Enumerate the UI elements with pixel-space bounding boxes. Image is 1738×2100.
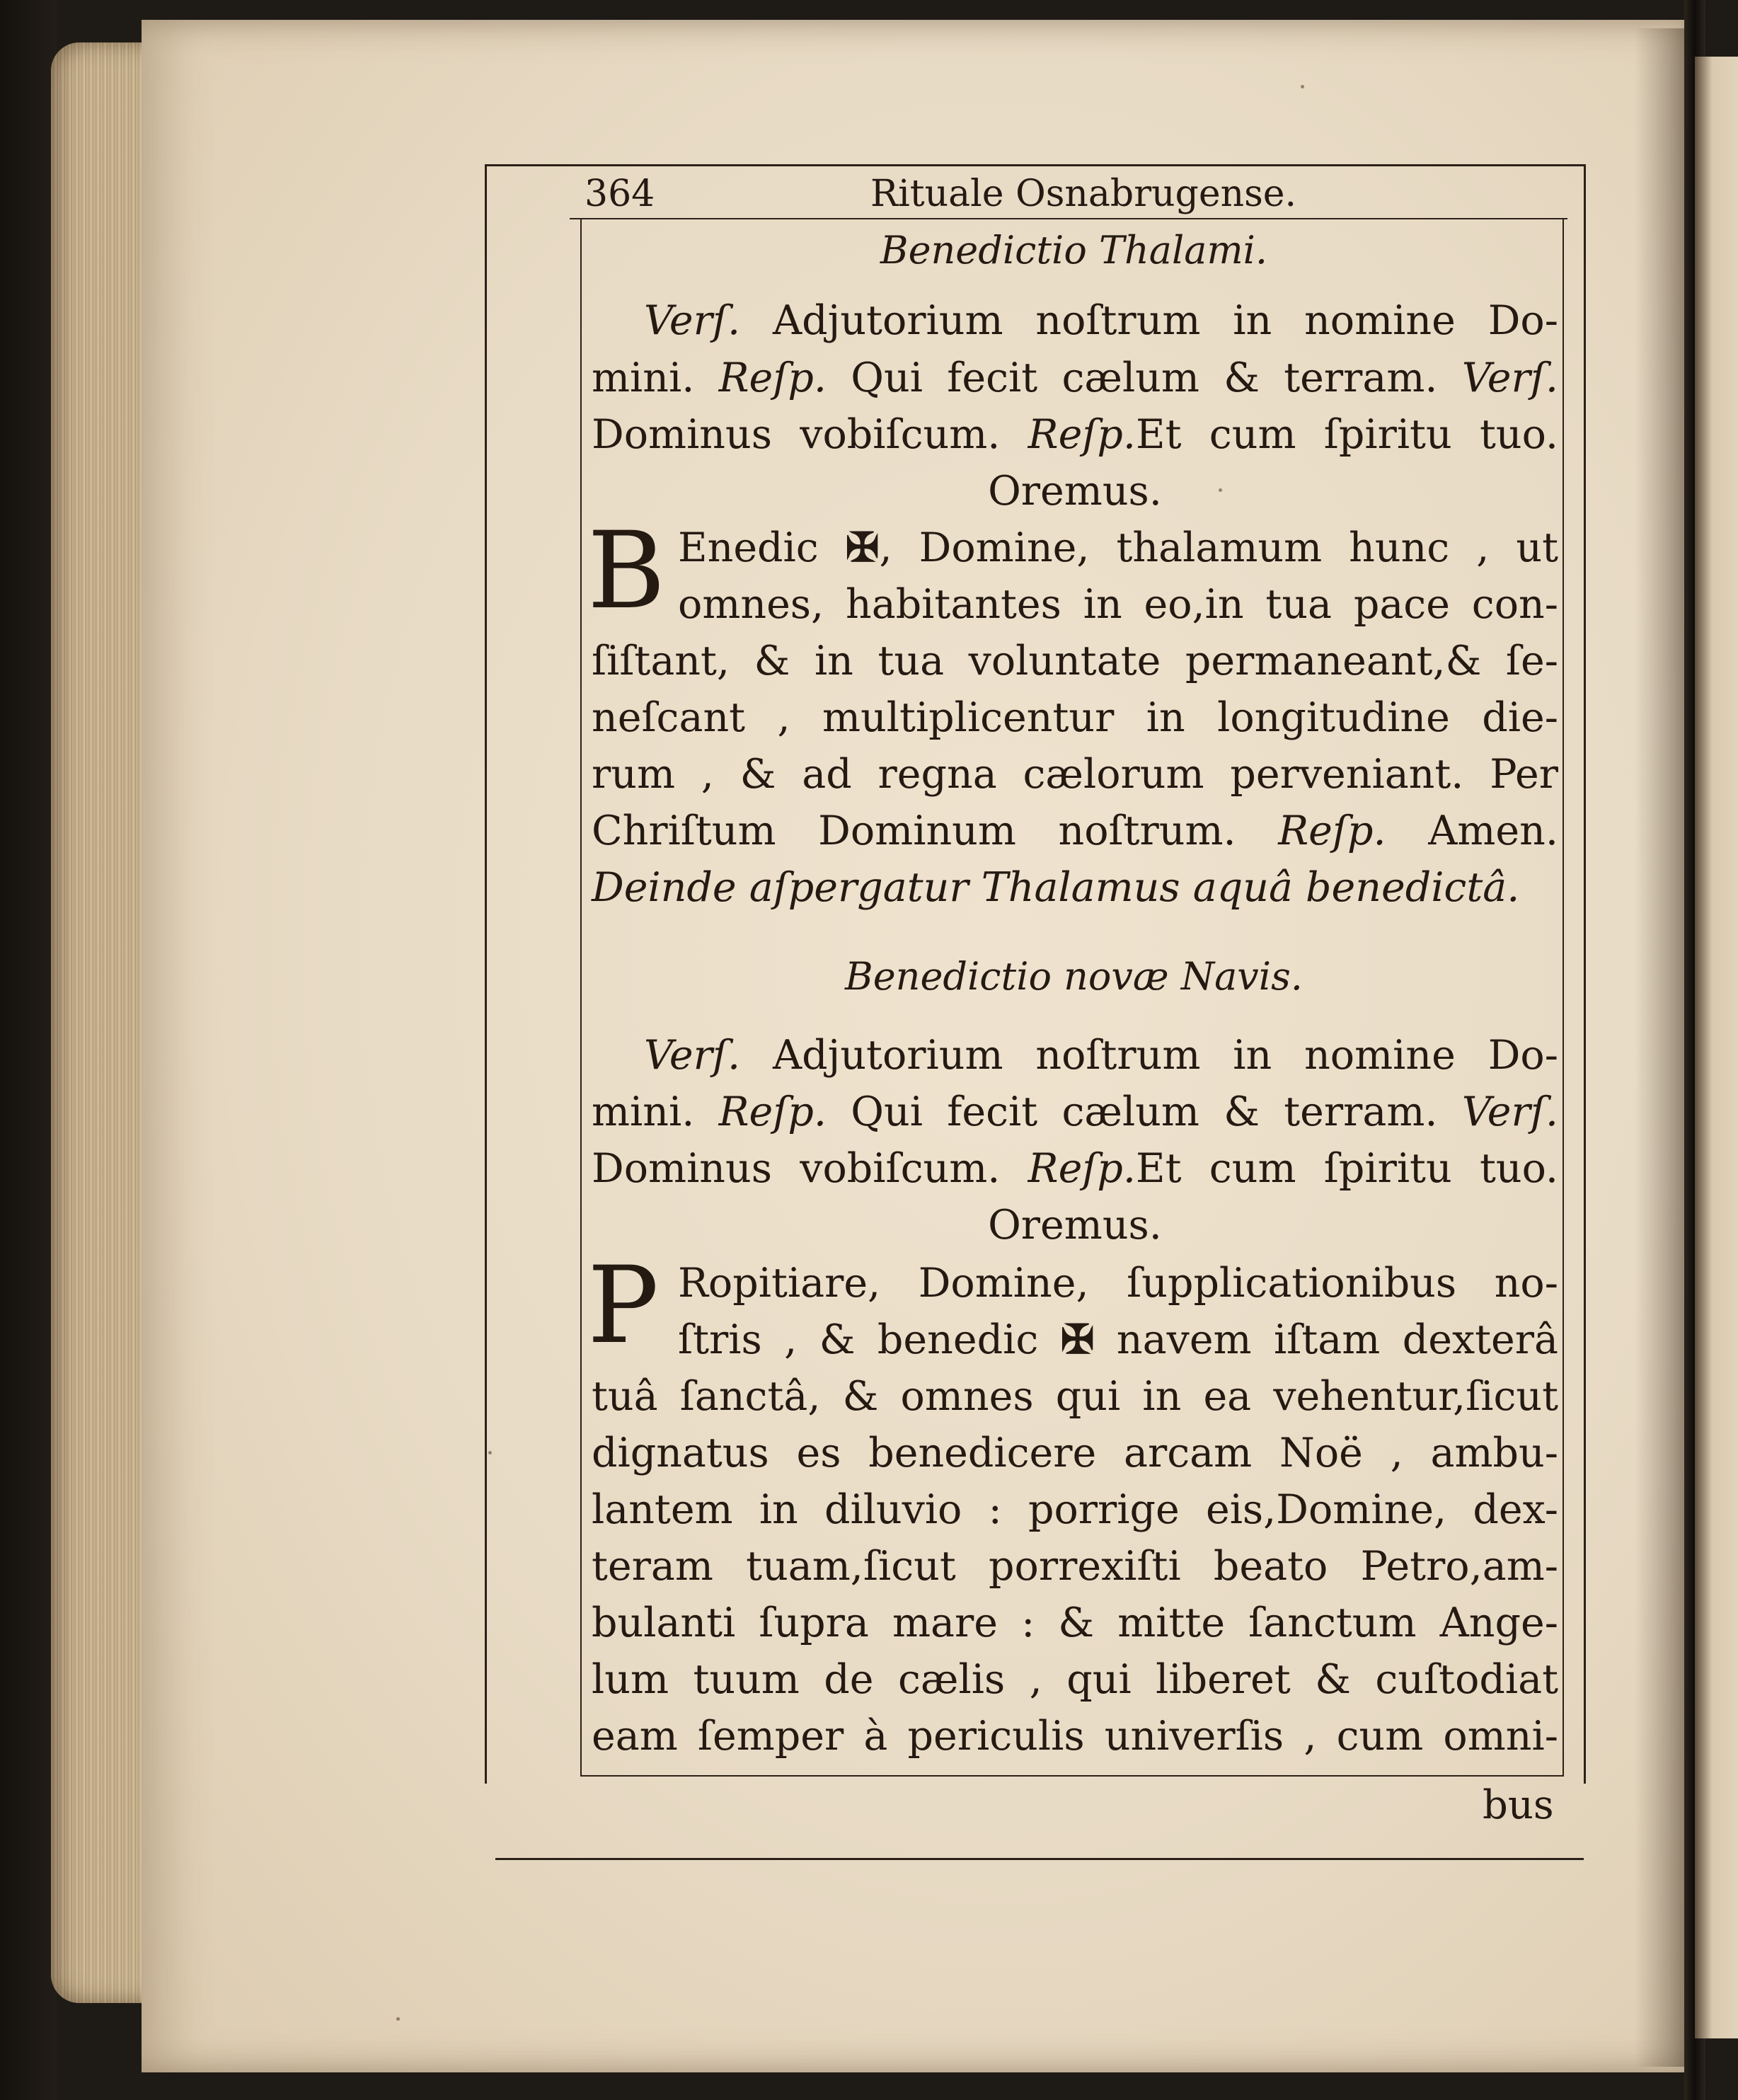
response-label: Reſp. (718, 1089, 827, 1135)
line-text: navem iſtam dexterâ (1094, 1316, 1558, 1363)
response-label: Reſp. (1028, 411, 1136, 458)
line-text: Enedic (678, 524, 819, 571)
versicle-label: Verſ. (644, 297, 741, 344)
text-line: Ropitiare, Domine, ſupplicationibus no- (678, 1260, 1558, 1307)
text-line: teram tuam,ſicut porrexiſti beato Petro,am- (592, 1543, 1558, 1590)
line-text: Adjutorium noſtrum in nomine Do- (740, 1032, 1558, 1079)
versicle-label: Verſ. (1461, 355, 1558, 401)
facing-page-edge (1695, 57, 1738, 2038)
frame-rule-top (487, 164, 1585, 166)
section-heading-thalami: Benedictio Thalami. (880, 228, 1268, 272)
response-label: Reſp. (1278, 808, 1386, 854)
line-text: Et cum ſpiritu tuo. (1136, 411, 1558, 458)
text-line: lantem in diluvio : porrige eis,Domine, dex- (592, 1486, 1558, 1533)
rubric: Deinde aſpergatur Thalamus aquâ benedictâ. (592, 864, 1520, 911)
text-line: rum , & ad regna cælorum perveniant. Per (592, 751, 1558, 798)
frame-rule-left-outer (485, 164, 487, 1784)
line-text: Qui fecit cælum & terram. (827, 355, 1462, 401)
drop-capital: P (587, 1244, 659, 1367)
frame-rule-right-outer (1584, 164, 1586, 1784)
line-text: Chriſtum Dominum noſtrum. (592, 808, 1279, 854)
line-text: Et cum ſpiritu tuo. (1136, 1145, 1558, 1192)
section-heading-navis: Benedictio novæ Navis. (845, 954, 1303, 999)
text-line (644, 299, 1558, 343)
text-line (592, 1147, 1558, 1190)
text-line (592, 1090, 1558, 1134)
line-text: mini. (592, 1089, 719, 1135)
frame-rule-bottom-inner (580, 1775, 1564, 1777)
cross-symbol-icon: ✠ (845, 524, 880, 571)
text-line: lum tuum de cælis , qui liberet & cuſtodiat (592, 1656, 1558, 1703)
frame-rule-footer (495, 1858, 1584, 1860)
line-text: Qui fecit cælum & terram. (827, 1089, 1462, 1135)
text-line (592, 809, 1558, 853)
text-line (592, 413, 1558, 457)
text-line (644, 1033, 1558, 1077)
text-line (592, 356, 1558, 400)
paper-speck (1301, 85, 1304, 88)
line-text: Amen. (1386, 808, 1558, 854)
paper-speck (1219, 488, 1222, 492)
text-line (678, 1318, 1558, 1362)
line-text: , Domine, thalamum hunc , ut (879, 524, 1559, 571)
paper-speck (396, 2017, 400, 2021)
paper-speck (488, 1451, 492, 1454)
text-line: eam ſemper à periculis univerſis , cum omni- (592, 1713, 1558, 1760)
page-number: 364 (585, 173, 655, 215)
frame-rule-right-inner (1563, 218, 1564, 1775)
frame-rule-head (570, 218, 1567, 219)
oremus: Oremus. (988, 468, 1162, 515)
cross-symbol-icon: ✠ (1060, 1316, 1095, 1363)
line-text: Dominus vobiſcum. (592, 411, 1028, 458)
frame-rule-left-inner (580, 218, 582, 1775)
text-line: neſcant , multiplicentur in longitudine die- (592, 694, 1558, 741)
running-title: Rituale Osnabrugense. (870, 173, 1297, 215)
oremus: Oremus. (988, 1202, 1162, 1249)
catchword: bus (1483, 1782, 1554, 1828)
drop-capital: B (587, 510, 666, 633)
versicle-label: Verſ. (644, 1032, 741, 1079)
versicle-label: Verſ. (1461, 1089, 1558, 1135)
line-text: Adjutorium noſtrum in nomine Do- (740, 297, 1558, 344)
text-line: bulanti ſupra mare : & mitte ſanctum Ange- (592, 1600, 1558, 1646)
text-line: ſiſtant, & in tua voluntate permaneant,& ſe- (592, 638, 1558, 684)
text-line: omnes, habitantes in eo,in tua pace con- (678, 581, 1558, 628)
background-left (0, 0, 57, 2100)
line-text: Dominus vobiſcum. (592, 1145, 1028, 1192)
response-label: Reſp. (718, 355, 827, 401)
text-line (678, 526, 1558, 570)
line-text: mini. (592, 355, 719, 401)
text-line: tuâ ſanctâ, & omnes qui in ea vehentur,ſicut (592, 1373, 1558, 1420)
text-line: dignatus es benedicere arcam Noë , ambu- (592, 1430, 1558, 1476)
response-label: Reſp. (1028, 1145, 1136, 1192)
line-text: ſtris , & benedic (678, 1316, 1061, 1363)
